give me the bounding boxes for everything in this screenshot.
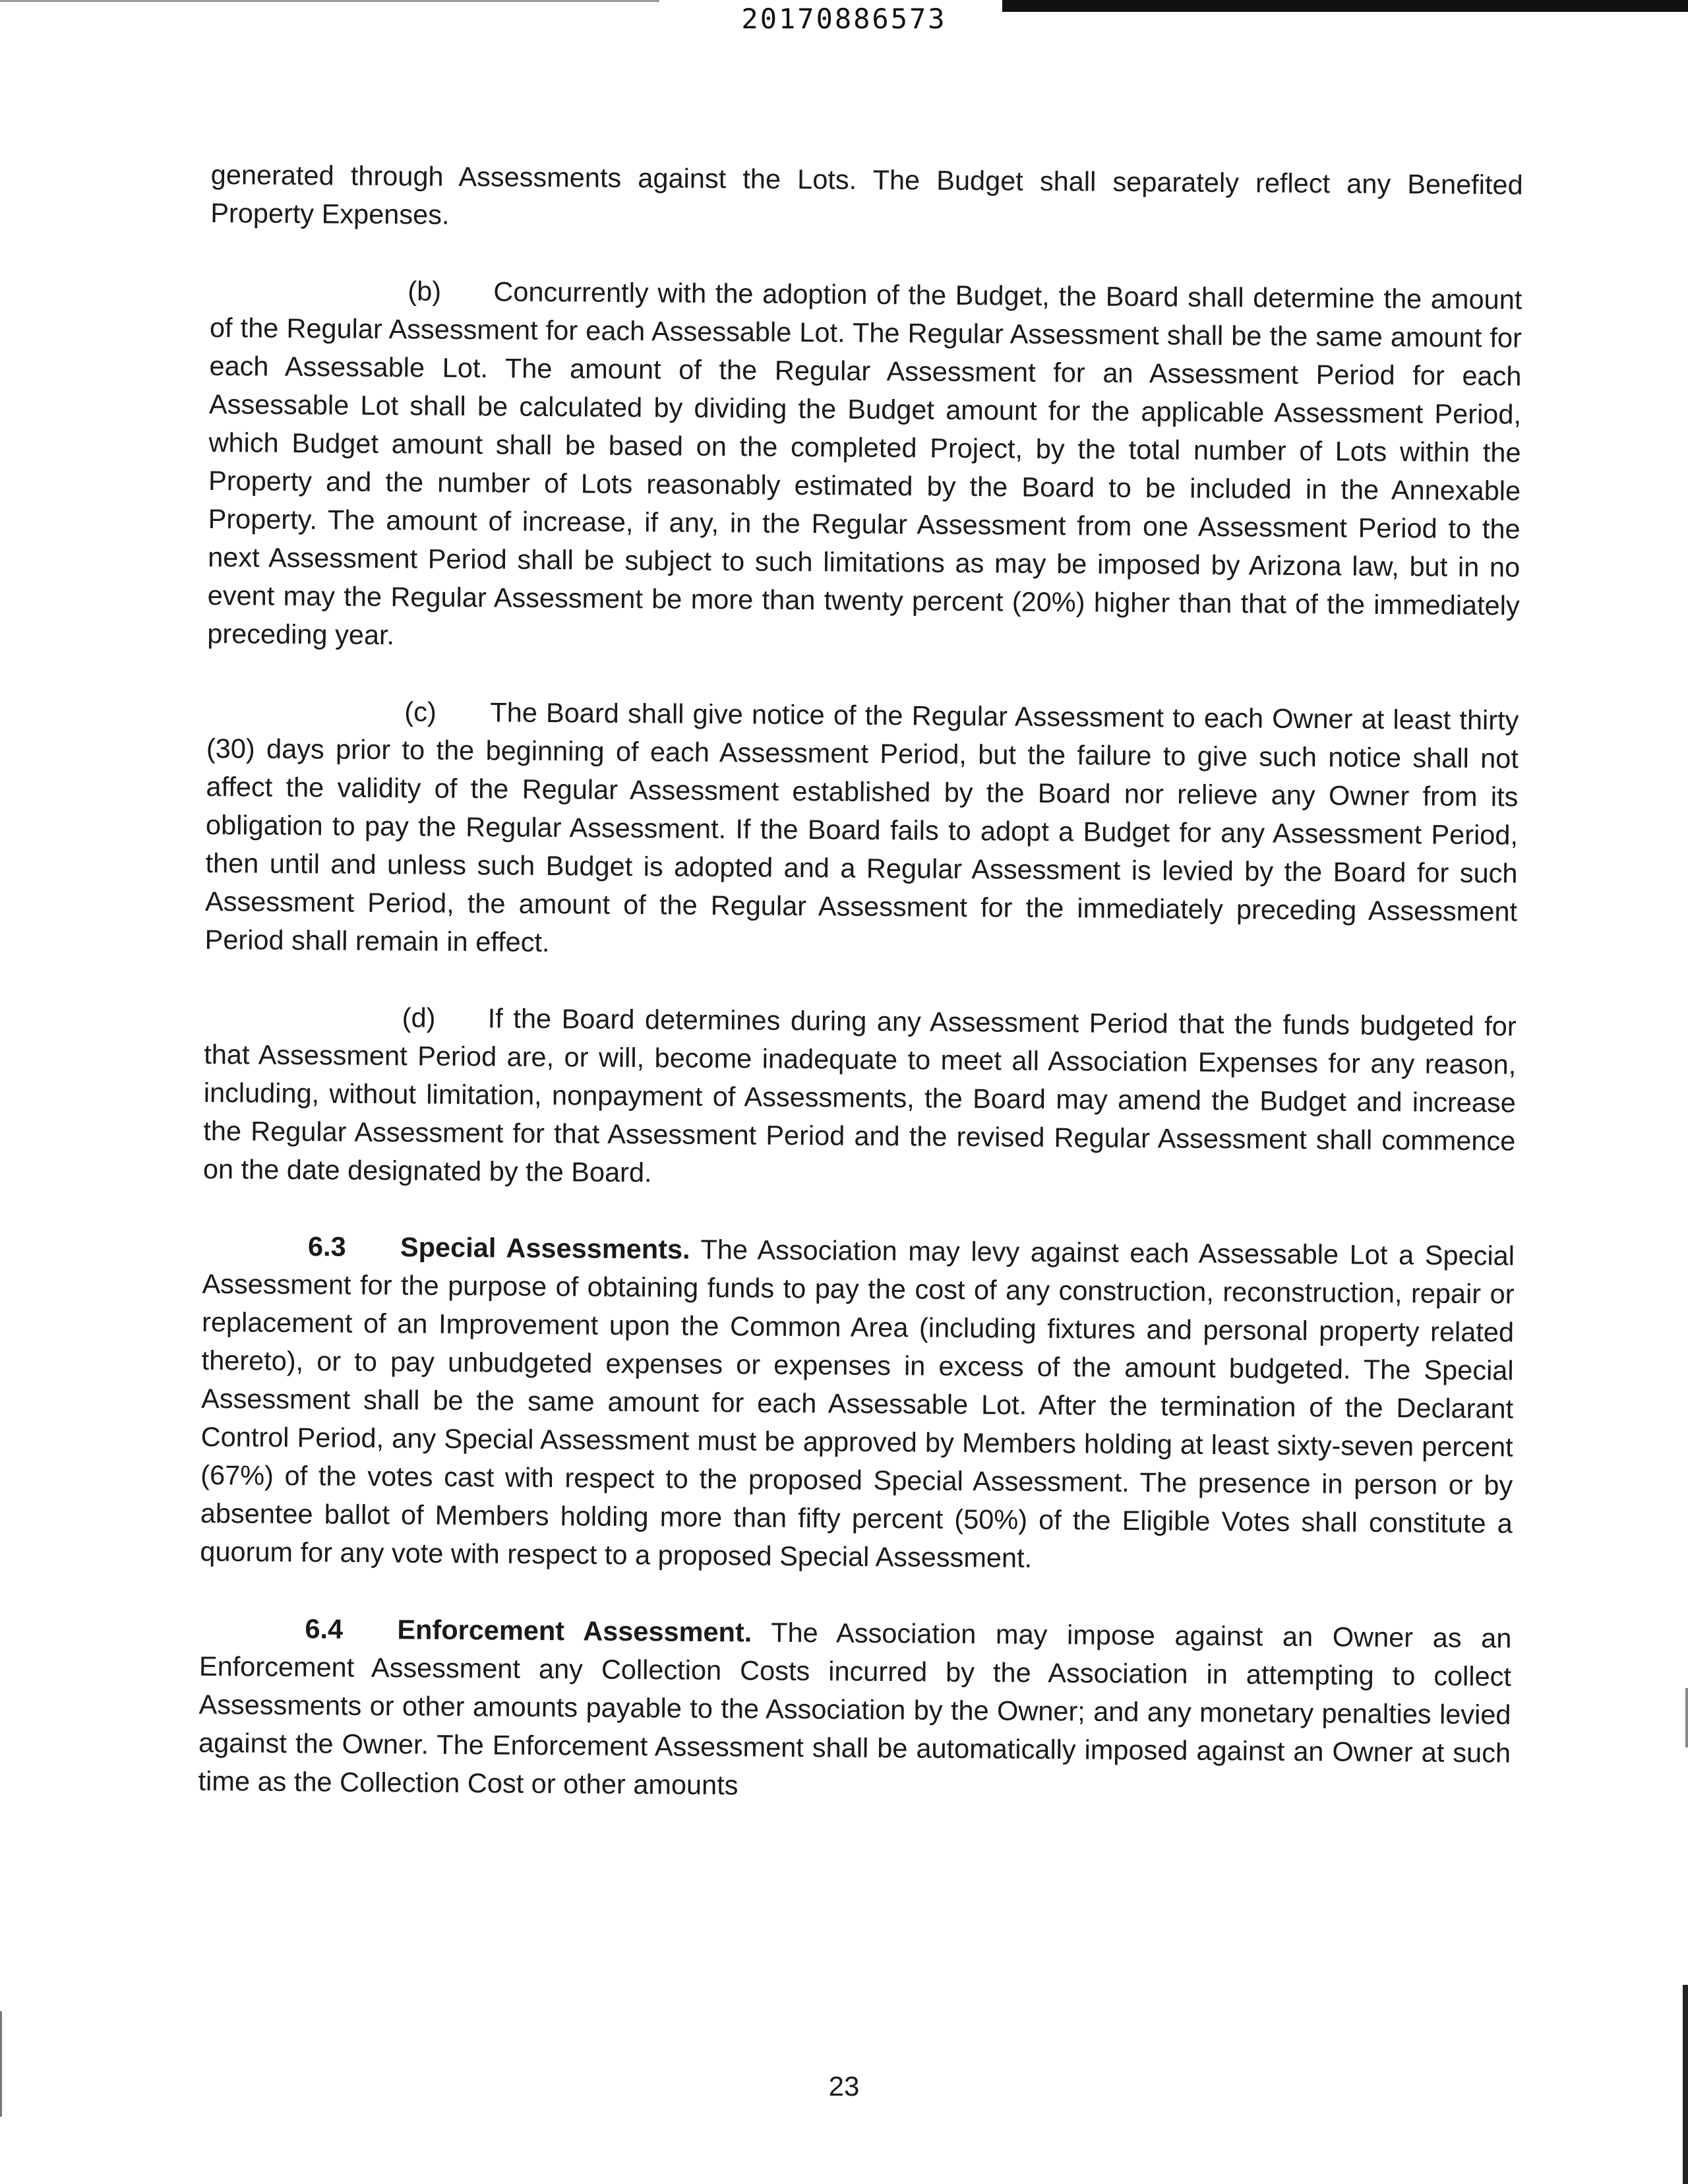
- paragraph-marker: (c): [404, 696, 437, 727]
- paragraph-text: The Board shall give notice of the Regular Assessment to each Owner at least thirty (30) days prior to the beginning of each Assessment Period, but the failure to give such notice shall not affect the validity of the Regular Assessment established by the Board nor relieve any Owner from its obligation to pay the Regular Assessment. If the Board fails to adopt a Budget for any Assessment Period, then until and unless such Budget is adopted and a Regular Assessment is levied by the Board for such Assessment Period, the amount of the Regular Assessment for the immediately preceding Assessment Period shall remain in effect.: [204, 696, 1519, 958]
- section-number: 6.3: [307, 1230, 346, 1262]
- page-body: [198, 156, 1523, 1849]
- page-number: 23: [828, 2071, 860, 2102]
- paragraph-text: If the Board determines during any Assessment Period that the funds budgeted for that Assessment Period are, or will, become inadequate to meet all Association Expenses for any reason, including, without limitation, nonpayment of Assessments, the Board may amend the Budget and increase the Regular Assessment for that Assessment Period and the revised Regular Assessment shall commence on the date designated by the Board.: [202, 1002, 1517, 1188]
- paragraph-d: [203, 997, 1517, 1199]
- section-title: Enforcement Assessment.: [397, 1614, 752, 1648]
- scan-edge-mark: [1685, 1688, 1688, 1747]
- paragraph-c: [204, 691, 1519, 969]
- section-6-4: [198, 1609, 1511, 1811]
- paragraph-text: Concurrently with the adoption of the Budget, the Board shall determine the amount of the Regular Assessment for each Assessable Lot. The Regular Assessment shall be the same amount for each Assessable Lot. The amount of the Regular Assessment for an Assessment Period for each Assessable Lot shall be calculated by dividing the Budget amount for the applicable Assessment Period, which Budget amount shall be based on the completed Project, by the total number of Lots within the Property and the number of Lots reasonably estimated by the Board to be included in the Annexable Property. The amount of increase, if any, in the Regular Assessment from one Assessment Period to the next Assessment Period shall be subject to such limitations as may be imposed by Arizona law, but in no event may the Regular Assessment be more than twenty percent (20%) higher than that of the immediately preceding year.: [207, 276, 1522, 651]
- scan-edge-line-left: [0, 0, 659, 2]
- section-number: 6.4: [305, 1613, 344, 1645]
- paragraph-marker: (d): [402, 1002, 436, 1033]
- paragraph-a-continuation: generated through Assessments against the Lots. The Budget shall separately reflect any Benefited Property Expenses.: [210, 158, 1523, 230]
- section-text: The Association may impose against an Owner as an Enforcement Assessment any Collection Costs incurred by the Association in attempting to collect Assessments or other amounts payable to the Association by the Owner; and any monetary penalties levied against the Owner. The Enforcement Assessment shall be automatically imposed against an Owner at such time as the Collection Cost or other amounts: [198, 1616, 1512, 1801]
- paragraph-marker: (b): [407, 275, 442, 307]
- section-6-3: [200, 1227, 1515, 1581]
- section-text: The Association may levy against each Assessable Lot a Special Assessment for the purpose of obtaining funds to pay the cost of any construction, reconstruction, repair or replacement of an Improvement upon the Common Area (including fixtures and personal property related thereto), or to pay unbudgeted expenses or expenses in excess of the amount budgeted. The Special Assessment shall be the same amount for each Assessable Lot. After the termination of the Declarant Control Period, any Special Assessment must be approved by Members holding at least sixty-seven percent (67%) of the votes cast with respect to the proposed Special Assessment. The presence in person or by absentee ballot of Members holding more than fifty percent (50%) of the Eligible Votes shall constitute a quorum for any vote with respect to a proposed Special Assessment.: [200, 1233, 1515, 1573]
- document-number: 20170886573: [741, 3, 947, 35]
- paragraph-b: [207, 270, 1522, 663]
- section-title: Special Assessments.: [400, 1231, 690, 1265]
